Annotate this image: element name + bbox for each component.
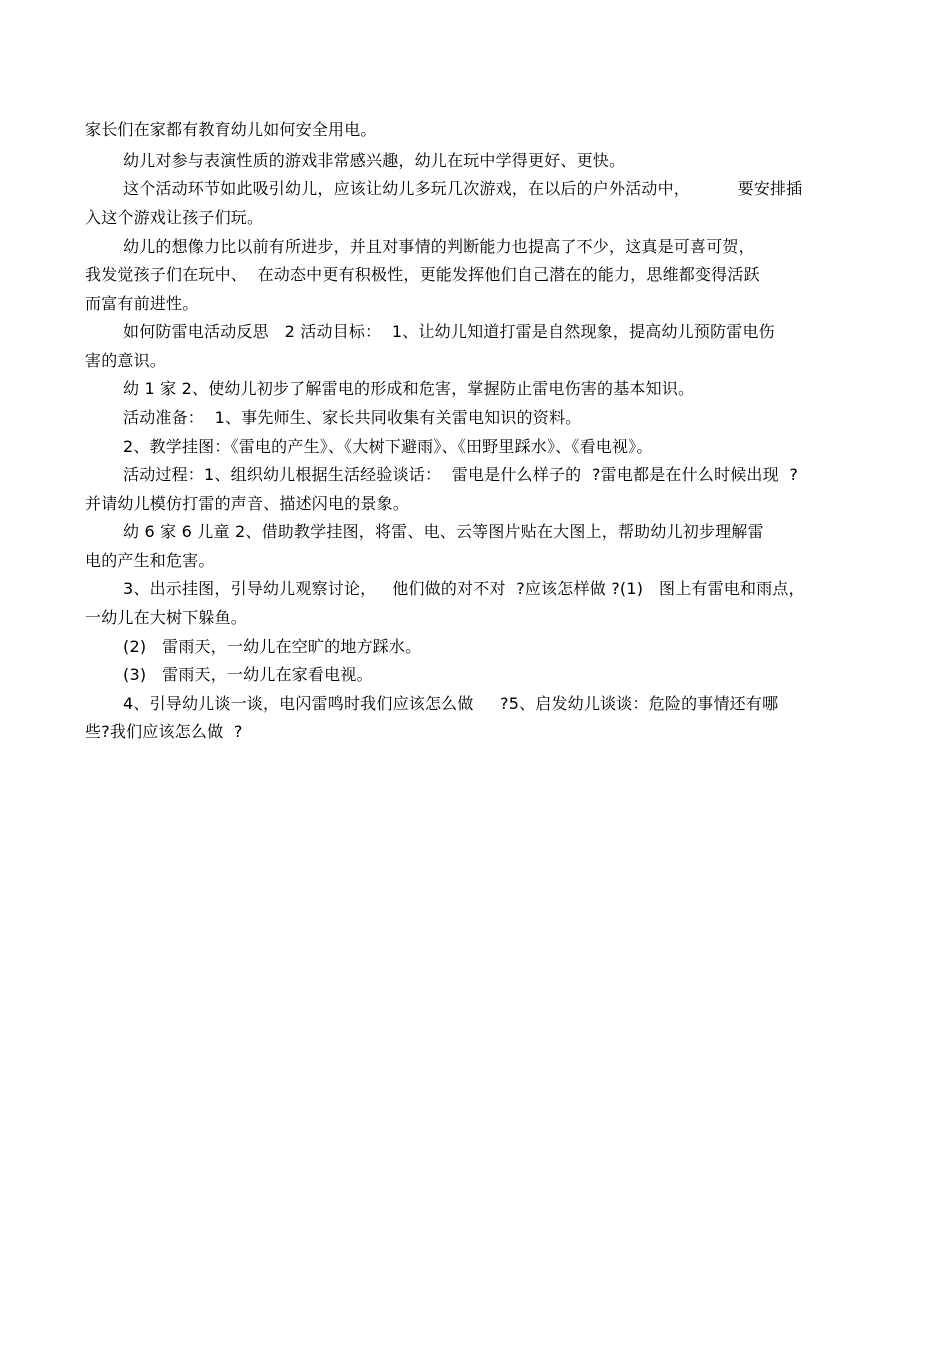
text-line: 些?我们应该怎么做 ? — [85, 722, 243, 741]
text-line: 2、教学挂图：《雷电的产生》、《大树下避雨》、《田野里踩水》、《看电视》。 — [123, 437, 653, 456]
text-line: 害的意识。 — [85, 351, 167, 370]
text-line: 如何防雷电活动反思 2 活动目标： 1、让幼儿知道打雷是自然现象，提高幼儿预防雷电伤 — [123, 322, 775, 341]
text-line: 活动准备： 1、事先师生、家长共同收集有关雷电知识的资料。 — [123, 408, 582, 427]
text-line: 我发觉孩子们在玩中、 在动态中更有积极性，更能发挥他们自己潜在的能力，思维都变得活跃 — [85, 265, 760, 284]
text-line: 幼 6 家 6 儿童 2、借助教学挂图，将雷、电、云等图片贴在大图上，帮助幼儿初步理解雷 — [123, 522, 764, 541]
text-line: 这个活动环节如此吸引幼儿，应该让幼儿多玩几次游戏，在以后的户外活动中， 要安排插 — [123, 179, 803, 198]
text-line: 电的产生和危害。 — [85, 551, 215, 570]
text-line: 幼儿的想像力比以前有所进步，并且对事情的判断能力也提高了不少，这真是可喜可贺， — [123, 237, 755, 256]
text-line: 而富有前进性。 — [85, 294, 199, 313]
text-line: 4、引导幼儿谈一谈，电闪雷鸣时我们应该怎么做 ?5、启发幼儿谈谈：危险的事情还有哪 — [123, 694, 779, 713]
text-line: 3、出示挂图，引导幼儿观察讨论， 他们做的对不对 ?应该怎样做 ?(1) 图上有雷电和雨点， — [123, 579, 805, 598]
text-line: 一幼儿在大树下躲鱼。 — [85, 608, 248, 627]
text-line: 入这个游戏让孩子们玩。 — [85, 208, 264, 227]
text-line: 幼儿对参与表演性质的游戏非常感兴趣，幼儿在玩中学得更好、更快。 — [123, 151, 626, 170]
text-line: (2) 雷雨天，一幼儿在空旷的地方踩水。 — [123, 637, 422, 656]
text-line: 幼 1 家 2、使幼儿初步了解雷电的形成和危害，掌握防止雷电伤害的基本知识。 — [123, 379, 695, 398]
text-line: 并请幼儿模仿打雷的声音、描述闪电的景象。 — [85, 494, 410, 513]
text-line: (3) 雷雨天，一幼儿在家看电视。 — [123, 665, 373, 684]
text-line: 活动过程：1、组织幼儿根据生活经验谈话： 雷电是什么样子的 ?雷电都是在什么时候出现 ? — [123, 465, 799, 484]
text-line: 家长们在家都有教育幼儿如何安全用电。 — [85, 120, 377, 139]
